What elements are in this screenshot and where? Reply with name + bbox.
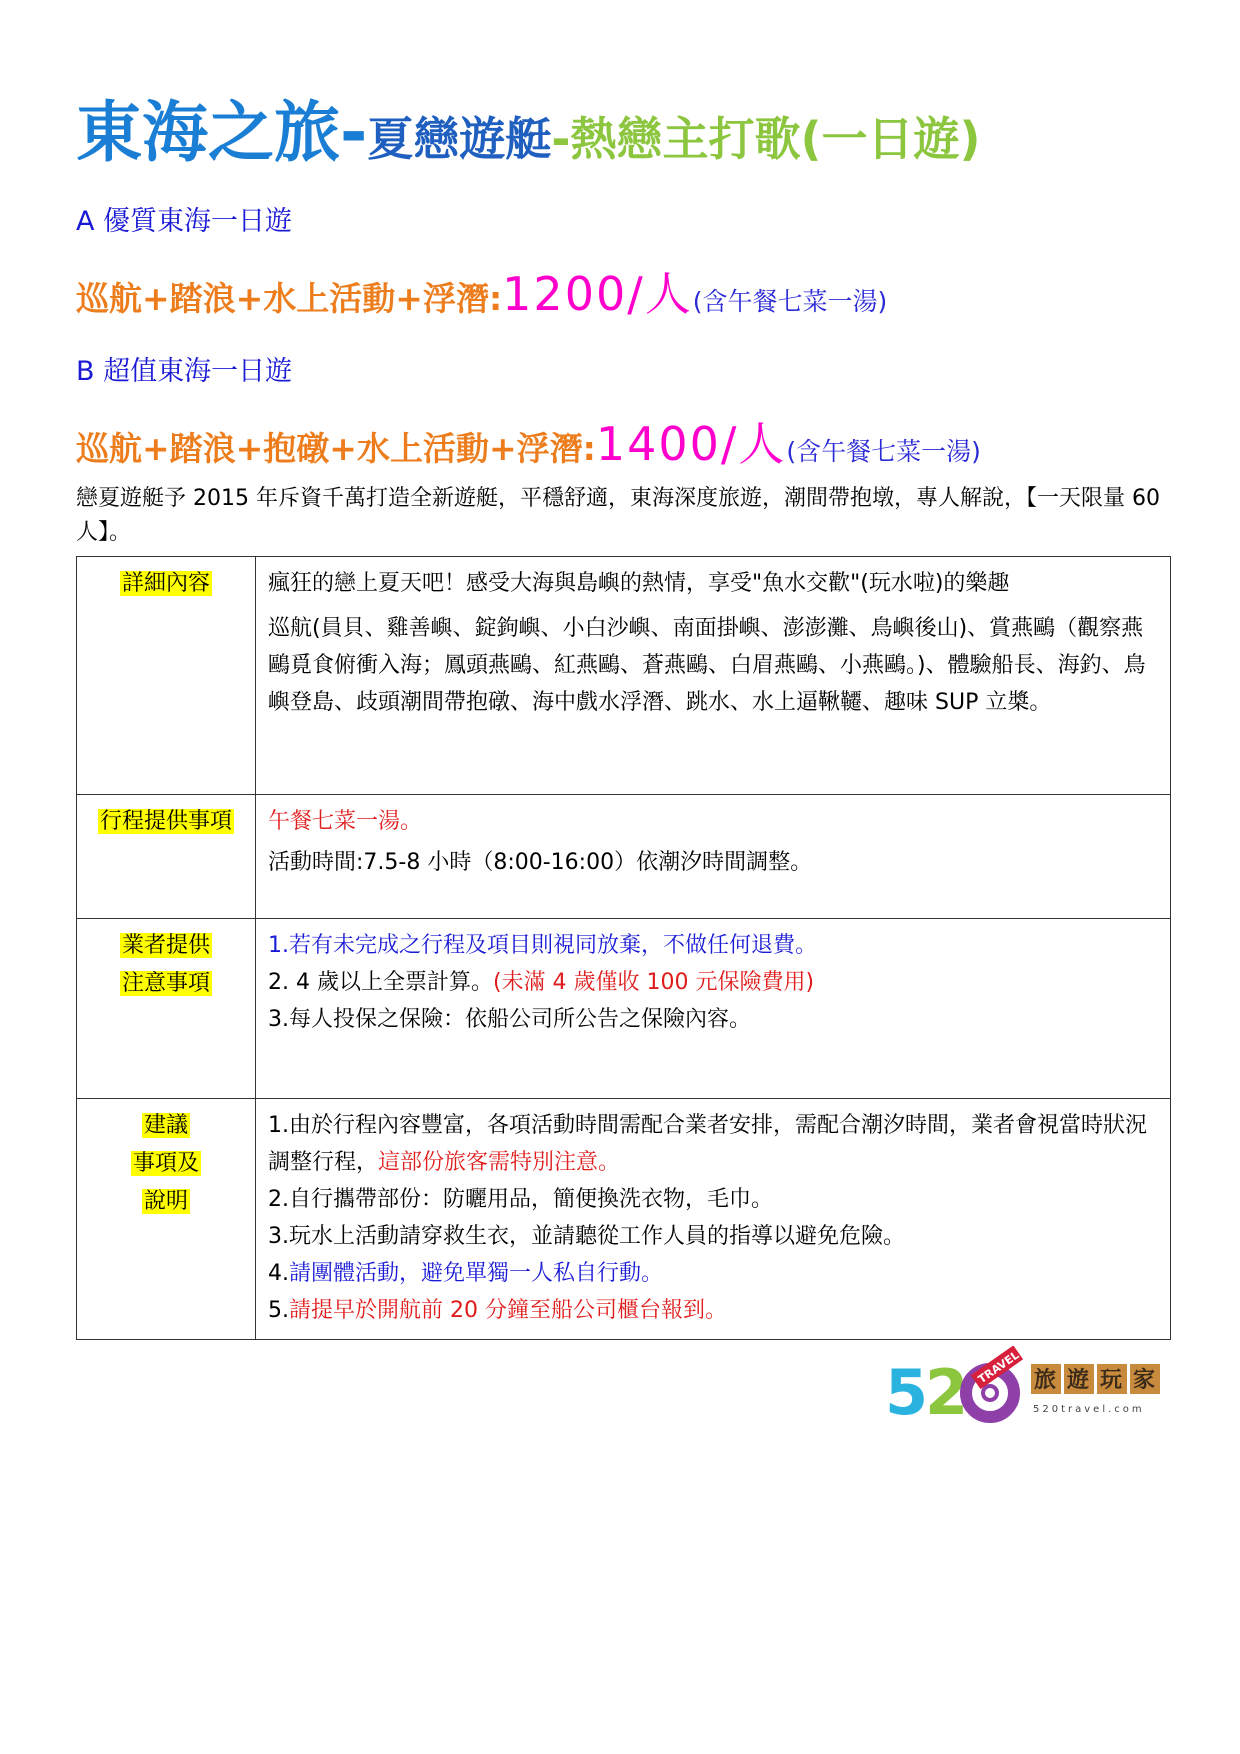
operator-item-2-main: 2. 4 歲以上全票計算。 bbox=[268, 970, 493, 995]
provided-label-cell bbox=[77, 795, 256, 919]
operator-item-1: 1.若有未完成之行程及項目則視同放棄，不做任何退費。 bbox=[268, 933, 817, 958]
logo-char-1: 旅 bbox=[1034, 1368, 1057, 1393]
operator-content-cell bbox=[256, 919, 1171, 1099]
details-label-cell bbox=[77, 557, 256, 795]
option-a-combo: 巡航+踏浪+水上活動+浮潛: bbox=[76, 279, 503, 318]
provided-content-cell bbox=[256, 795, 1171, 919]
title-part-song: -熱戀主打歌(一日遊) bbox=[551, 112, 981, 166]
operator-item-2-note: (未滿 4 歲僅收 100 元保險費用) bbox=[492, 970, 815, 995]
logo-digit-5: 5 bbox=[885, 1356, 929, 1426]
advice-item-1 bbox=[268, 1107, 1156, 1181]
table-row-operator bbox=[77, 919, 1171, 1099]
advice-item-5 bbox=[268, 1292, 1156, 1329]
brand-logo-graphic bbox=[879, 1346, 1169, 1426]
logo-char-3: 玩 bbox=[1100, 1368, 1123, 1393]
operator-label-2: 注意事項 bbox=[121, 971, 210, 996]
advice-item-5-num: 5. bbox=[268, 1298, 289, 1323]
table-row-advice bbox=[77, 1099, 1171, 1340]
logo-digit-2: 2 bbox=[925, 1356, 969, 1426]
table-row-details bbox=[77, 557, 1171, 795]
advice-item-1-warning: 這部份旅客需特別注意。 bbox=[378, 1150, 621, 1175]
page-title bbox=[76, 90, 1168, 176]
advice-item-3: 3.玩水上活動請穿救生衣，並請聽從工作人員的指導以避免危險。 bbox=[268, 1224, 905, 1249]
advice-item-4-num: 4. bbox=[268, 1261, 289, 1286]
option-a-note: (含午餐七菜一湯) bbox=[692, 287, 888, 316]
logo-char-2: 遊 bbox=[1067, 1368, 1090, 1393]
advice-content-cell bbox=[256, 1099, 1171, 1340]
title-part-main: 東海之旅- bbox=[76, 94, 368, 171]
logo-char-4: 家 bbox=[1133, 1368, 1156, 1393]
option-b-combo: 巡航+踏浪+抱礅+水上活動+浮潛: bbox=[76, 429, 596, 468]
provided-line-1: 午餐七菜一湯。 bbox=[268, 809, 423, 834]
details-label: 詳細內容 bbox=[121, 571, 210, 596]
details-line-2: 巡航(員貝、雞善嶼、錠鉤嶼、小白沙嶼、南面掛嶼、澎澎灘、鳥嶼後山)、賞燕鷗（觀察燕鷗覓食俯衝入海；鳳頭燕鷗、紅燕鷗、蒼燕鷗、白眉燕鷗、小燕鷗。)、體驗船長、海釣、鳥嶼登島、歧頭潮間帶抱礅、海中戲水浮潛、跳水、水上逼鞦韆、趣味 SUP 立槳。 bbox=[268, 616, 1146, 715]
operator-label-cell bbox=[77, 919, 256, 1099]
provided-label: 行程提供事項 bbox=[99, 809, 232, 834]
advice-item-4-text: 請團體活動，避免單獨一人私自行動。 bbox=[289, 1261, 664, 1286]
option-b-price-line bbox=[76, 412, 1168, 476]
advice-label-3: 說明 bbox=[143, 1189, 188, 1214]
table-row-provided bbox=[77, 795, 1171, 919]
option-b-price: 1400/人 bbox=[595, 417, 787, 471]
option-a-price: 1200/人 bbox=[502, 267, 693, 321]
option-b-label: B 超值東海一日遊 bbox=[76, 356, 293, 387]
brand-logo bbox=[879, 1346, 1169, 1426]
logo-url: 520travel.com bbox=[1033, 1404, 1145, 1415]
title-part-boat: 夏戀遊艇 bbox=[367, 112, 552, 166]
details-content-cell bbox=[256, 557, 1171, 795]
itinerary-table bbox=[76, 556, 1171, 1340]
document-page bbox=[76, 90, 1168, 1340]
advice-item-4 bbox=[268, 1255, 1156, 1292]
advice-label-2: 事項及 bbox=[132, 1151, 199, 1176]
option-a-label: A 優質東海一日遊 bbox=[76, 206, 293, 237]
advice-label-cell bbox=[77, 1099, 256, 1340]
operator-item-2 bbox=[268, 964, 1156, 1001]
option-b-note: (含午餐七菜一湯) bbox=[786, 437, 981, 466]
logo-ribbon-text: TRAVEL bbox=[975, 1348, 1022, 1387]
option-a-price-line bbox=[76, 262, 1168, 326]
operator-label-1: 業者提供 bbox=[121, 933, 210, 958]
advice-item-2: 2.自行攜帶部份：防曬用品，簡便換洗衣物，毛巾。 bbox=[268, 1187, 773, 1212]
operator-item-3: 3.每人投保之保險：依船公司所公告之保險內容。 bbox=[268, 1007, 751, 1032]
advice-item-5-text: 請提早於開航前 20 分鐘至船公司櫃台報到。 bbox=[289, 1298, 727, 1323]
details-line-1: 瘋狂的戀上夏天吧！感受大海與島嶼的熱情，享受"魚水交歡"(玩水啦)的樂趣 bbox=[268, 571, 1010, 596]
advice-item-1-main: 1.由於行程內容豐富，各項活動時間需配合業者安排，需配合潮汐時間，業者會視當時狀況調整行程， bbox=[268, 1113, 1147, 1175]
advice-label-1: 建議 bbox=[143, 1113, 188, 1138]
intro-paragraph: 戀夏遊艇予 2015 年斥資千萬打造全新遊艇，平穩舒適，東海深度旅遊，潮間帶抱墩，專人解說，【一天限量 60 人】。 bbox=[76, 486, 1160, 545]
provided-line-2: 活動時間:7.5-8 小時（8:00-16:00）依潮汐時間調整。 bbox=[268, 850, 813, 875]
